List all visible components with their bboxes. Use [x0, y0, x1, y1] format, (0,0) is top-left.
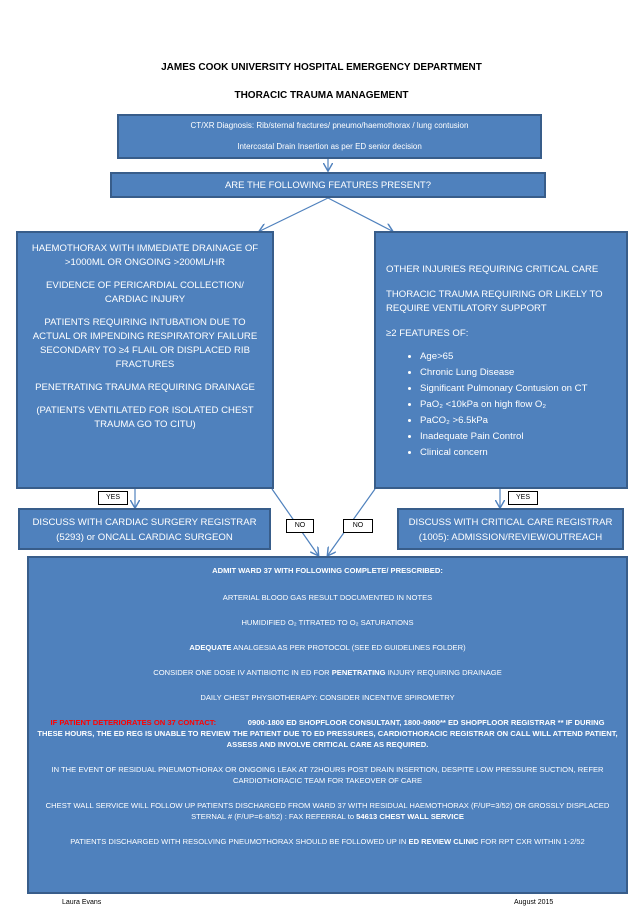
critical-care-features-box [374, 231, 628, 489]
oxygen-instruction: HUMIDIFIED O₂ TITRATED TO O₂ SATURATIONS [241, 618, 414, 627]
feature-haemothorax: HAEMOTHORAX WITH IMMEDIATE DRAINAGE OF >1000ML OR ONGOING >200ML/HR [31, 243, 259, 268]
arrow-question-to-left [260, 198, 328, 231]
criteria-list [386, 350, 618, 460]
deterioration-label: IF PATIENT DETERIORATES ON 37 CONTACT: [50, 718, 217, 727]
yes-label-left: YES [98, 491, 128, 505]
cardiac-surgery-box [18, 508, 271, 550]
critical-care-line2: (1005): ADMISSION/REVIEW/OUTREACH [418, 532, 603, 543]
discharge-instruction: PATIENTS DISCHARGED WITH RESOLVING PNEUMOTHORAX SHOULD BE FOLLOWED UP IN ED REVIEW CLINIC FOR RPT CXR WITHIN 1-2/52 [70, 837, 585, 846]
cardiac-surgery-line1: DISCUSS WITH CARDIAC SURGERY REGISTRAR [32, 517, 257, 528]
drain-insertion-line: Intercostal Drain Insertion as per ED senior decision [237, 142, 422, 151]
admit-heading: ADMIT WARD 37 WITH FOLLOWING COMPLETE/ PRESCRIBED: [212, 566, 443, 575]
abg-instruction: ARTERIAL BLOOD GAS RESULT DOCUMENTED IN NOTES [222, 593, 433, 602]
page-title: THORACIC TRAUMA MANAGEMENT [234, 90, 409, 101]
feature-other-injuries: OTHER INJURIES REQUIRING CRITICAL CARE [386, 264, 599, 275]
criteria-item: • Age>65 [420, 350, 618, 364]
features-question-box [110, 172, 546, 198]
chest-wall-instruction: CHEST WALL SERVICE WILL FOLLOW UP PATIENTS DISCHARGED FROM WARD 37 WITH RESIDUAL HAEMOTHORAX (F/UP=3/52) OR GROSSLY DISPLACED STERNAL # (F/UP=6-8/52) : FAX REFERRAL to 54613 CHEST WALL SERVICE [45, 801, 610, 821]
criteria-item: • Chronic Lung Disease [420, 366, 618, 380]
document-date: August 2015 [514, 899, 554, 906]
critical-care-box [397, 508, 624, 550]
feature-ventilatory-support: THORACIC TRAUMA REQUIRING OR LIKELY TO REQUIRE VENTILATORY SUPPORT [386, 289, 603, 314]
criteria-item: • PaCO₂ >6.5kPa [420, 414, 618, 428]
diagnosis-line: CT/XR Diagnosis: Rib/sternal fractures/ pneumo/haemothorax / lung contusion [190, 121, 469, 130]
criteria-item: • Inadequate Pain Control [420, 430, 618, 444]
admit-ward-box [27, 556, 628, 894]
hospital-title: JAMES COOK UNIVERSITY HOSPITAL EMERGENCY DEPARTMENT [161, 62, 482, 73]
antibiotic-instruction: CONSIDER ONE DOSE IV ANTIBIOTIC IN ED FOR PENETRATING INJURY REQUIRING DRAINAGE [153, 668, 502, 677]
feature-ventilated-note: (PATIENTS VENTILATED FOR ISOLATED CHEST TRAUMA GO TO CITU) [36, 405, 254, 430]
physio-instruction: DAILY CHEST PHYSIOTHERAPY: CONSIDER INCENTIVE SPIROMETRY [200, 693, 455, 702]
yes-label-right: YES [508, 491, 538, 505]
feature-intubation: PATIENTS REQUIRING INTUBATION DUE TO ACTUAL OR IMPENDING RESPIRATORY FAILURE SECONDARY TO ≥4 FLAIL OR DISPLACED RIB FRACTURES [32, 317, 258, 370]
residual-pneumothorax-instruction: IN THE EVENT OF RESIDUAL PNEUMOTHORAX OR ONGOING LEAK AT 72HOURS POST DRAIN INSERTION, DESPITE LOW PRESSURE SUCTION, REFER CARDIOTHORACIC TEAM FOR TAKEOVER OF CARE [51, 765, 604, 785]
feature-penetrating: PENETRATING TRAUMA REQUIRING DRAINAGE [35, 382, 255, 393]
feature-two-or-more: ≥2 FEATURES OF: [386, 328, 469, 339]
criteria-item: • Clinical concern [420, 446, 618, 460]
features-question-text: ARE THE FOLLOWING FEATURES PRESENT? [224, 179, 432, 191]
no-label-right: NO [343, 519, 373, 533]
no-label-left: NO [286, 519, 314, 533]
arrow-question-to-right [328, 198, 392, 231]
cardiac-features-box [16, 231, 274, 489]
author: Laura Evans [62, 899, 102, 906]
feature-pericardial: EVIDENCE OF PERICARDIAL COLLECTION/ CARDIAC INJURY [46, 280, 244, 305]
criteria-item: • Significant Pulmonary Contusion on CT [420, 382, 618, 396]
diagnosis-box [117, 114, 542, 159]
deterioration-instruction: IF PATIENT DETERIORATES ON 37 CONTACT: 0900-1800 ED SHOPFLOOR CONSULTANT, 1800-0900** ED SHOPFLOOR REGISTRAR ** IF DURING THESE HOURS, THE ED REG IS UNABLE TO REVIEW THE PATIENT DUE TO ED PRESSURES, CARDIOTHORACIC REGISTRAR ON CALL WILL ATTEND PATIENT, ASSESS AND INVOLVE CRITICAL CARE AS REQUIRED. [37, 718, 618, 749]
cardiac-surgery-line2: (5293) or ONCALL CARDIAC SURGEON [56, 532, 233, 543]
criteria-item: • PaO₂ <10kPa on high flow O₂ [420, 398, 618, 412]
critical-care-line1: DISCUSS WITH CRITICAL CARE REGISTRAR [408, 517, 613, 528]
analgesia-instruction: ADEQUATE ANALGESIA AS PER PROTOCOL (SEE ED GUIDELINES FOLDER) [189, 643, 466, 652]
